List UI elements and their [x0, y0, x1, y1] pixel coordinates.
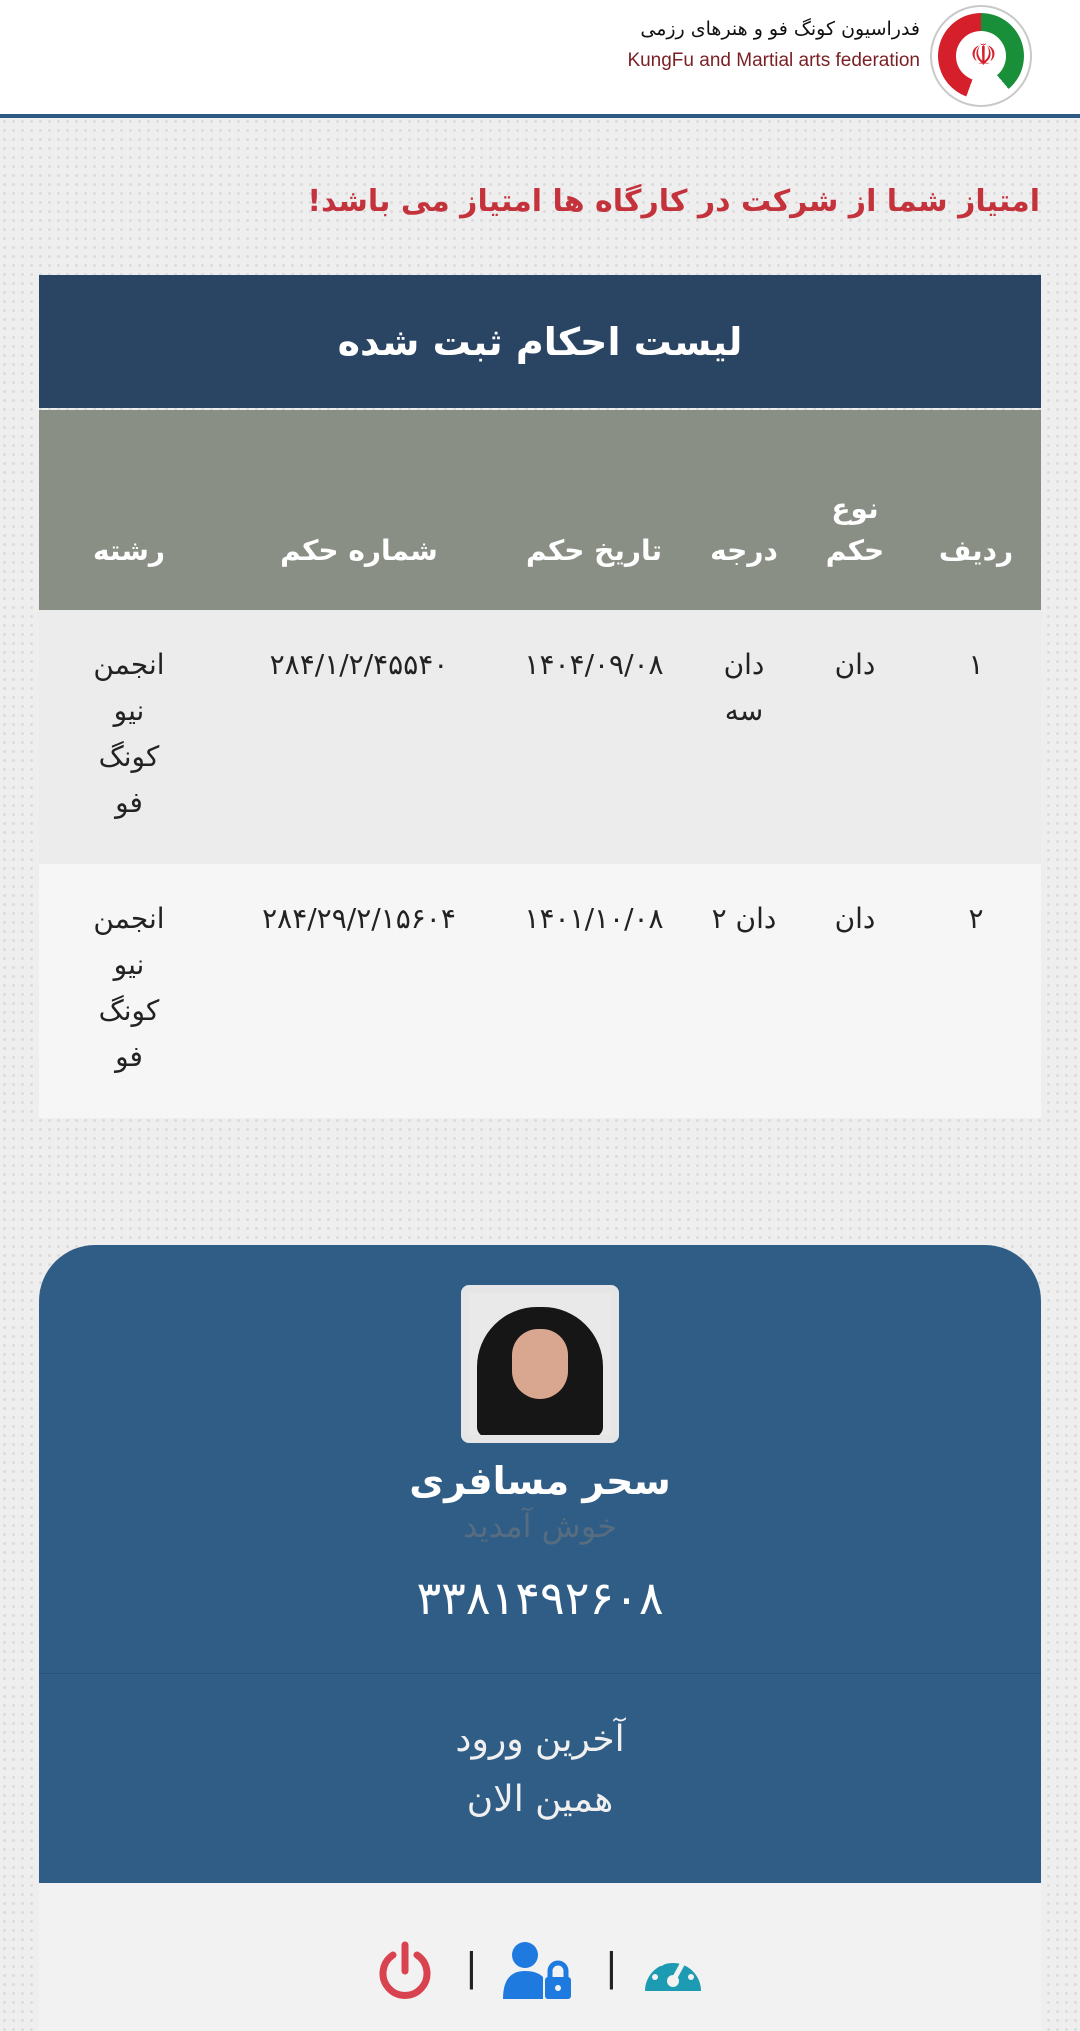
- divider: [39, 1673, 1041, 1674]
- cell-number: ۲۸۴/۱/۲/۴۵۵۴۰: [269, 648, 449, 681]
- cell-type: دان: [834, 648, 876, 681]
- last-login-label: آخرین ورود: [455, 1719, 625, 1760]
- footer-toolbar: [39, 1883, 1041, 2031]
- profile-card: [39, 1245, 1041, 1883]
- cell-field: انجمن نیو کونگ فو: [93, 648, 165, 819]
- col-number: شماره حکم: [280, 534, 438, 567]
- national-code: ۳۳۸۱۴۹۲۶۰۸: [416, 1571, 664, 1625]
- rulings-title: لیست احکام ثبت شده: [39, 275, 1041, 408]
- change-password-button[interactable]: [501, 1941, 575, 2001]
- separator: |: [465, 1945, 478, 1989]
- user-lock-icon: [501, 1941, 575, 2001]
- user-name: سحر مسافری: [409, 1459, 671, 1503]
- cell-index: ۱: [968, 648, 984, 681]
- welcome-text: خوش آمدید: [462, 1507, 618, 1545]
- avatar[interactable]: [461, 1285, 619, 1443]
- table-row: [39, 610, 1041, 864]
- cell-date: ۱۴۰۱/۱۰/۰۸: [524, 902, 664, 935]
- points-notice: امتیاز شما از شرکت در کارگاه ها امتیاز می باشد!: [307, 184, 1040, 219]
- rulings-card: [39, 275, 1041, 1118]
- dashboard-gauge-icon: [641, 1941, 705, 2001]
- cell-index: ۲: [968, 902, 984, 935]
- cell-field: انجمن نیو کونگ فو: [93, 902, 165, 1073]
- logout-button[interactable]: [375, 1941, 435, 2001]
- separator: |: [605, 1945, 618, 1989]
- table-header: [39, 410, 1041, 610]
- power-icon: [375, 1941, 435, 2001]
- brand-title-en: KungFu and Martial arts federation: [627, 50, 920, 71]
- table-row: [39, 864, 1041, 1118]
- cell-date: ۱۴۰۴/۰۹/۰۸: [524, 648, 664, 681]
- cell-number: ۲۸۴/۲۹/۲/۱۵۶۰۴: [262, 902, 456, 935]
- cell-grade: دان ۲: [711, 902, 777, 935]
- federation-logo[interactable]: ☫: [930, 5, 1032, 107]
- cell-grade: دان سه: [723, 648, 765, 727]
- top-header: [0, 0, 1080, 118]
- col-date: تاریخ حکم: [525, 534, 662, 567]
- col-field: رشته: [92, 534, 166, 567]
- dashboard-button[interactable]: [641, 1941, 705, 2001]
- col-type: نوع حکم: [825, 492, 885, 567]
- cell-type: دان: [834, 902, 876, 935]
- col-grade: درجه: [710, 534, 778, 567]
- last-login-value: همین الان: [466, 1779, 614, 1820]
- brand-title-fa: فدراسیون کونگ فو و هنرهای رزمی: [640, 18, 920, 40]
- col-index: ردیف: [938, 534, 1014, 567]
